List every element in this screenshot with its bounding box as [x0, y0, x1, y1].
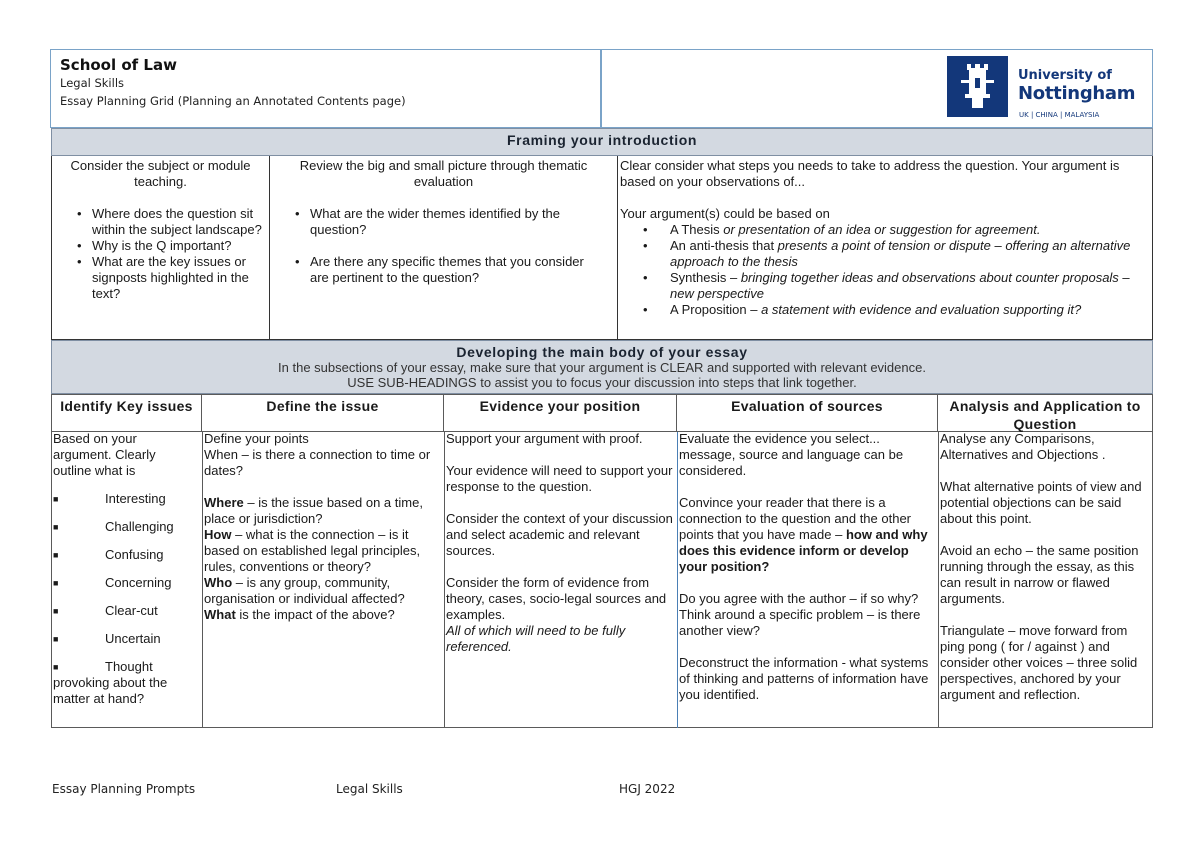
intro-col2-heading: Review the big and small picture through thematic evaluation — [299, 158, 588, 189]
logo-tagline: UK | CHINA | MALAYSIA — [1019, 111, 1100, 119]
column-header-evaluation: Evaluation of sources — [677, 394, 938, 432]
evidence-p5: All of which will need to be fully referenced. — [446, 623, 626, 654]
define-issue-cell — [203, 431, 443, 623]
list-item: ■ Challenging — [53, 519, 174, 534]
intro-column-argument — [618, 156, 1153, 340]
analysis-p4: Triangulate – move forward from ping pong ( for / against ) and consider other voices – three solid perspectives, anchored by your argument and reflection. — [940, 623, 1138, 702]
footer-right: HGJ 2022 — [619, 782, 676, 796]
define-what: What is the impact of the above? — [204, 607, 395, 622]
list-item: ■ Interesting — [53, 491, 166, 506]
footer-left: Essay Planning Prompts — [52, 782, 196, 796]
evaluation-p3: Do you agree with the author – if so why? Think around a specific problem – is there another view? — [679, 591, 921, 638]
define-where: Where – is the issue based on a time, place or jurisdiction? — [204, 495, 423, 526]
header-title-cell — [50, 49, 601, 128]
intro-col3-heading: Clear consider what steps you needs to take to address the question. Your argument is based on your observations of... — [620, 158, 1120, 189]
column-header-analysis: Analysis and Application to Question — [938, 394, 1153, 432]
intro-column-subject — [51, 156, 270, 340]
list-item: • Synthesis – bringing together ideas and observations about counter proposals – new perspective — [618, 270, 1142, 302]
evidence-p2: Your evidence will need to support your response to the question. — [446, 463, 673, 494]
define-line: Define your points — [204, 431, 309, 446]
list-item: • A Proposition – a statement with evidence and evaluation supporting it? — [618, 302, 1142, 318]
key-issues-intro: Based on your argument. Clearly outline what is — [53, 431, 156, 478]
define-when: When – is there a connection to time or dates? — [204, 447, 431, 478]
analysis-cell — [939, 431, 1151, 703]
intro-column-themes — [270, 156, 618, 340]
list-item: ■ Confusing — [53, 547, 164, 562]
list-item: ■ Clear-cut — [53, 603, 158, 618]
analysis-p3: Avoid an echo – the same position running through the essay, as this can result in narrow or flawed arguments. — [940, 543, 1139, 606]
intro-col1-heading: Consider the subject or module teaching. — [70, 158, 251, 189]
course-name: Legal Skills — [60, 76, 125, 90]
column-header-define: Define the issue — [202, 394, 444, 432]
intro-col3-lead: Your argument(s) could be based on — [620, 206, 830, 221]
document-title: Essay Planning Grid (Planning an Annotated Contents page) — [60, 94, 406, 108]
list-item: • A Thesis or presentation of an idea or suggestion for agreement. — [618, 222, 1142, 238]
intro-col2-list — [270, 206, 617, 286]
column-header-key-issues: Identify Key issues — [51, 394, 202, 432]
logo-text-university: University of — [1018, 68, 1112, 83]
school-name: School of Law — [60, 56, 177, 74]
analysis-p1: Analyse any Comparisons, Alternatives and Objections . — [940, 431, 1106, 462]
list-item: ■ Thought — [53, 659, 153, 674]
list-item: • What are the key issues or signposts highlighted in the text? — [52, 254, 267, 302]
list-item: ■ Concerning — [53, 575, 172, 590]
intro-col1-list — [52, 206, 269, 302]
body-section-instruction: In the subsections of your essay, make sure that your argument is CLEAR and supported with relevant evidence. — [278, 360, 926, 375]
footer-middle: Legal Skills — [336, 782, 403, 796]
evidence-p1: Support your argument with proof. — [446, 431, 643, 446]
evaluation-p1: Evaluate the evidence you select... message, source and language can be considered. — [679, 431, 904, 478]
intro-col3-list — [618, 222, 1152, 318]
list-item: • Why is the Q important? — [52, 238, 267, 254]
logo-text-nottingham: Nottingham — [1018, 83, 1136, 104]
define-how: How – what is the connection – is it based on established legal principles, rules, conventions or theory? — [204, 527, 421, 574]
column-header-evidence: Evidence your position — [444, 394, 677, 432]
list-item: • Are there any specific themes that you consider are pertinent to the question? — [270, 254, 603, 286]
list-item: ■ Uncertain — [53, 631, 161, 646]
list-item: • An anti-thesis that presents a point of tension or dispute – offering an alternative approach to the thesis — [618, 238, 1142, 270]
analysis-p2: What alternative points of view and potential objections can be said about this point. — [940, 479, 1142, 526]
intro-section-title: Framing your introduction — [507, 132, 697, 148]
body-section-title: Developing the main body of your essay — [456, 344, 748, 360]
evaluation-cell — [678, 431, 937, 703]
evidence-p3: Consider the context of your discussion and select academic and relevant sources. — [446, 511, 673, 558]
body-section-subheading-tip: USE SUB-HEADINGS to assist you to focus your discussion into steps that link together. — [347, 375, 857, 390]
evidence-cell — [445, 431, 677, 655]
evaluation-p2: Convince your reader that there is a connection to the question and the other points that you have made – how and why does this evidence inform or develop your position? — [679, 495, 928, 574]
key-issues-cell — [52, 431, 201, 707]
evidence-p4: Consider the form of evidence from theory, cases, socio-legal sources and examples. — [446, 575, 667, 622]
body-section-band — [51, 340, 1153, 394]
evaluation-p4: Deconstruct the information - what systems of thinking and patterns of information have you identified. — [679, 655, 929, 702]
intro-section-band — [51, 128, 1153, 156]
list-item: • Where does the question sit within the subject landscape? — [52, 206, 267, 238]
university-crest-icon — [947, 56, 1008, 117]
list-item: • What are the wider themes identified by the question? — [270, 206, 603, 238]
define-who: Who – is any group, community, organisation or individual affected? — [204, 575, 405, 606]
key-issues-last: provoking about the matter at hand? — [53, 675, 168, 706]
